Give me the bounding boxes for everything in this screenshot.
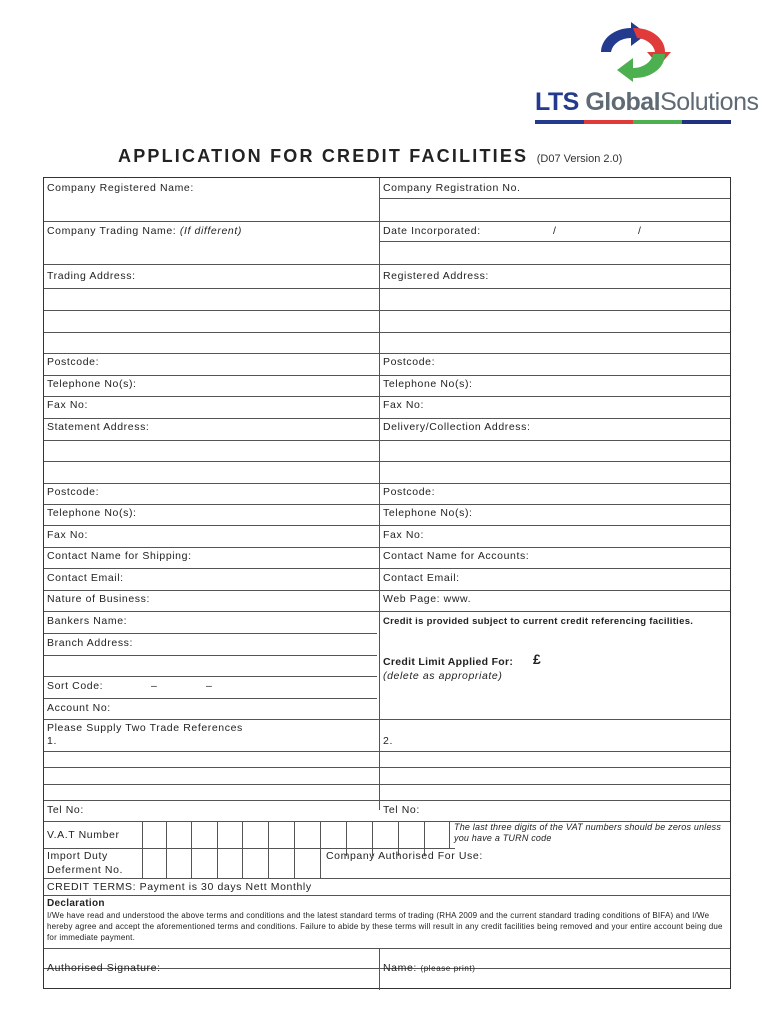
delete-appropriate-note: (delete as appropriate) (383, 670, 503, 682)
tel-no-label-right: Tel No: (383, 804, 420, 816)
company-registration-no-label: Company Registration No. (383, 182, 521, 194)
declaration-text: I/We have read and understood the above terms and conditions and the latest standard terms of trading (RHA 2009 and the current standard trading conditions of BIFA) and I/We hereby agree and accept the aforementioned terms and conditions. Failure to abide by these terms will result in any credit facilities being removed and your entire account being due for immediate payment. (47, 911, 723, 942)
authorised-signature-label: Authorised Signature: (47, 962, 161, 974)
web-page-label: Web Page: www. (383, 593, 472, 605)
telephone-label-2: Telephone No(s): (47, 507, 137, 519)
vat-note: The last three digits of the VAT numbers should be zeros unless you have a TURN code (454, 822, 722, 843)
credit-terms: CREDIT TERMS: Payment is 30 days Nett Monthly (47, 881, 312, 893)
recycle-arrows-icon (593, 22, 673, 82)
logo-color-bars (535, 120, 731, 124)
credit-limit-label: Credit Limit Applied For: (383, 656, 514, 668)
postcode-label-2-right: Postcode: (383, 486, 436, 498)
fax-label-2: Fax No: (47, 529, 88, 541)
bankers-name-label: Bankers Name: (47, 615, 128, 627)
vat-number-label: V.A.T Number (47, 829, 120, 841)
page-title: APPLICATION FOR CREDIT FACILITIES (D07 Version 2.0) (118, 146, 623, 166)
postcode-label-right: Postcode: (383, 356, 436, 368)
postcode-label-2: Postcode: (47, 486, 100, 498)
credit-application-form (43, 177, 731, 989)
company-authorised-label: Company Authorised For Use: (326, 850, 483, 862)
declaration-heading: Declaration (47, 898, 105, 909)
tel-no-label: Tel No: (47, 804, 84, 816)
branch-address-label: Branch Address: (47, 637, 134, 649)
date-incorporated-label: Date Incorporated: (383, 225, 481, 237)
contact-email-label-right: Contact Email: (383, 572, 460, 584)
postcode-label: Postcode: (47, 356, 100, 368)
logo-wordmark: LTS GlobalSolutions (535, 88, 759, 116)
company-logo (535, 22, 759, 127)
reference-2-label: 2. (383, 735, 393, 747)
name-label: Name: (please print) (383, 962, 476, 974)
sort-code-dash-1: – (151, 680, 158, 692)
registered-address-label: Registered Address: (383, 270, 489, 282)
deferment-no-label: Deferment No. (47, 864, 124, 876)
reference-1-label: 1. (47, 735, 57, 747)
telephone-label-right: Telephone No(s): (383, 378, 473, 390)
contact-email-label: Contact Email: (47, 572, 124, 584)
telephone-label-2-right: Telephone No(s): (383, 507, 473, 519)
sort-code-dash-2: – (206, 680, 213, 692)
delivery-address-label: Delivery/Collection Address: (383, 421, 531, 433)
nature-of-business-label: Nature of Business: (47, 593, 151, 605)
version-label: (D07 Version 2.0) (536, 153, 623, 165)
trading-address-label: Trading Address: (47, 270, 136, 282)
fax-label-2-right: Fax No: (383, 529, 424, 541)
date-slash-1: / (553, 225, 557, 237)
import-duty-label: Import Duty (47, 850, 108, 862)
telephone-label: Telephone No(s): (47, 378, 137, 390)
date-slash-2: / (638, 225, 642, 237)
company-registered-name-label: Company Registered Name: (47, 182, 194, 194)
credit-notice: Credit is provided subject to current credit referencing facilities. (383, 616, 694, 627)
company-trading-name-label: Company Trading Name: (If different) (47, 225, 242, 237)
statement-address-label: Statement Address: (47, 421, 150, 433)
account-no-label: Account No: (47, 702, 111, 714)
contact-shipping-label: Contact Name for Shipping: (47, 550, 192, 562)
contact-accounts-label: Contact Name for Accounts: (383, 550, 530, 562)
pound-sign: £ (533, 651, 542, 667)
fax-label: Fax No: (47, 399, 88, 411)
fax-label-right: Fax No: (383, 399, 424, 411)
trade-references-label: Please Supply Two Trade References (47, 722, 243, 734)
sort-code-label: Sort Code: (47, 680, 104, 692)
